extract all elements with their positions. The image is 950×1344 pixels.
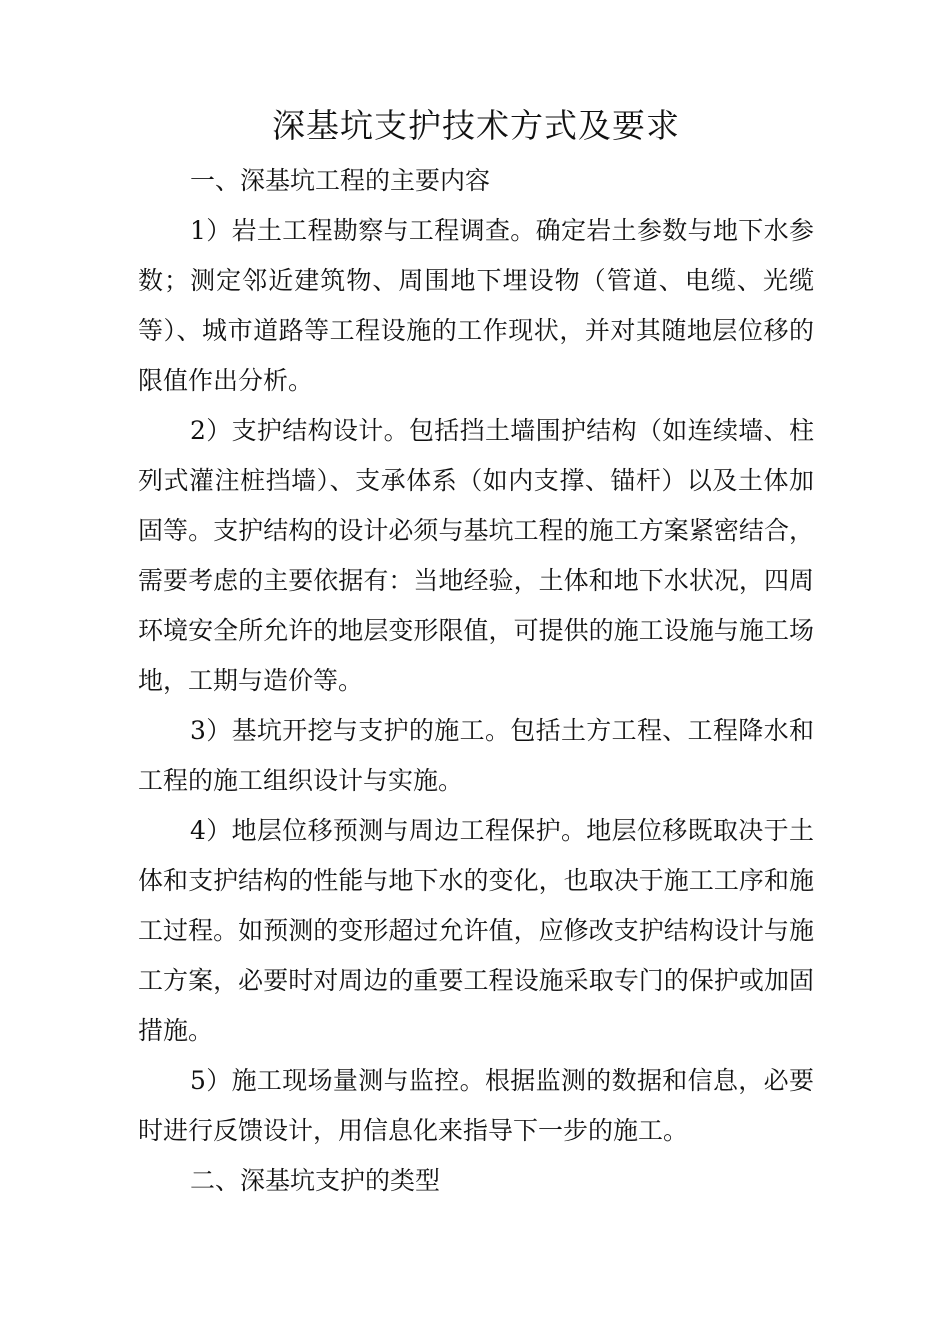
- paragraph-5: 5）施工现场量测与监控。根据监测的数据和信息，必要时进行反馈设计，用信息化来指导下一步的施工。: [138, 1066, 814, 1145]
- section-heading-2: 二、深基坑支护的类型: [190, 1166, 441, 1195]
- paragraph-3: 3）基坑开挖与支护的施工。包括土方工程、工程降水和工程的施工组织设计与实施。: [138, 716, 814, 795]
- paragraph-2: 2）支护结构设计。包括挡土墙围护结构（如连续墙、柱列式灌注桩挡墙）、支承体系（如内支撑、锚杆）以及土体加固等。支护结构的设计必须与基坑工程的施工方案紧密结合，需要考虑的主要依据有：当地经验，土体和地下水状况，四周环境安全所允许的地层变形限值，可提供的施工设施与施工场地，工期与造价等。: [138, 416, 814, 695]
- paragraph-4: 4）地层位移预测与周边工程保护。地层位移既取决于土体和支护结构的性能与地下水的变化，也取决于施工工序和施工过程。如预测的变形超过允许值，应修改支护结构设计与施工方案，必要时对周边的重要工程设施采取专门的保护或加固措施。: [138, 816, 814, 1045]
- section-heading-1: 一、深基坑工程的主要内容: [190, 166, 491, 195]
- document-title: 深基坑支护技术方式及要求: [272, 106, 680, 145]
- paragraph-1: 1）岩土工程勘察与工程调查。确定岩土参数与地下水参数；测定邻近建筑物、周围地下埋设物（管道、电缆、光缆等）、城市道路等工程设施的工作现状，并对其随地层位移的限值作出分析。: [138, 216, 814, 395]
